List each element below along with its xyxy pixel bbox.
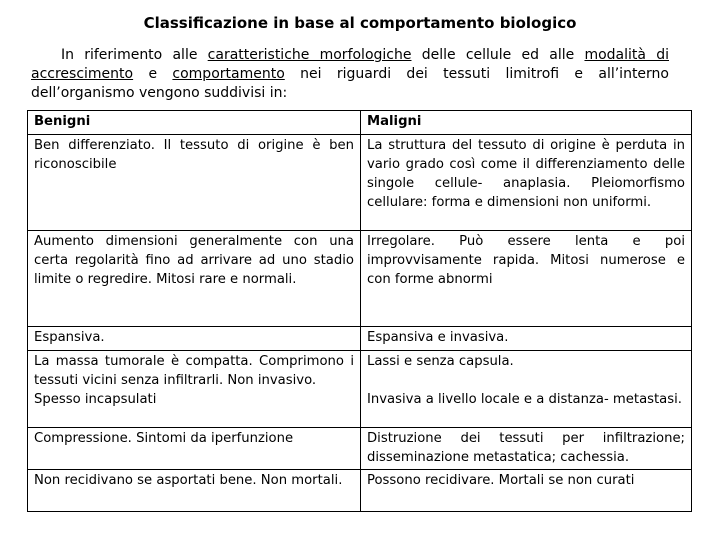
cell-benigni — [28, 351, 361, 428]
cell-maligni-text: Lassi e senza capsula. — [367, 354, 514, 369]
table-row — [28, 351, 692, 428]
table-row — [28, 231, 692, 327]
cell-benigni: Espansiva. — [28, 327, 361, 351]
document-title: Classificazione in base al comportamento biologico — [143, 14, 577, 32]
header-maligni: Maligni — [361, 111, 692, 135]
cell-benigni-text: La massa tumorale è compatta. Comprimono i tessuti vicini senza infiltrarli. Non invasivo. — [34, 354, 354, 388]
cell-benigni-text-2: Spesso incapsulati — [34, 392, 157, 407]
cell-maligni — [361, 351, 692, 428]
cell-maligni: Possono recidivare. Mortali se non curati — [361, 470, 692, 512]
cell-maligni: Espansiva e invasiva. — [361, 327, 692, 351]
intro-paragraph — [31, 46, 669, 103]
cell-maligni: Irregolare. Può essere lenta e poi improvvisamente rapida. Mitosi numerose e con forme abnormi — [361, 231, 692, 327]
header-benigni: Benigni — [28, 111, 361, 135]
cell-spacer — [367, 371, 685, 390]
intro-text-3: e — [133, 66, 173, 82]
cell-maligni: Distruzione dei tessuti per infiltrazione; disseminazione metastatica; cachessia. — [361, 428, 692, 470]
table-row — [28, 327, 692, 351]
intro-text-1: In riferimento alle — [61, 47, 208, 63]
intro-underlined-comportamento: comportamento — [172, 66, 285, 82]
intro-text-4: nei riguardi dei tessuti limitrofi e all’interno dell’organismo vengono suddivisi in: — [31, 66, 669, 101]
cell-maligni-text-2: Invasiva a livello locale e a distanza- metastasi. — [367, 392, 682, 407]
table-row — [28, 135, 692, 231]
intro-underlined-accrescimento: modalità di accrescimento — [31, 47, 669, 82]
table-header-row — [28, 111, 692, 135]
table-row — [28, 470, 692, 512]
cell-benigni: Ben differenziato. Il tessuto di origine è ben riconoscibile — [28, 135, 361, 231]
comparison-table — [27, 110, 692, 512]
intro-underlined-morfologiche: caratteristiche morfologiche — [207, 47, 412, 63]
cell-benigni: Non recidivano se asportati bene. Non mortali. — [28, 470, 361, 512]
table-row — [28, 428, 692, 470]
cell-benigni: Compressione. Sintomi da iperfunzione — [28, 428, 361, 470]
intro-text-2: delle cellule ed alle — [411, 47, 585, 63]
cell-benigni: Aumento dimensioni generalmente con una certa regolarità fino ad arrivare ad uno stadio limite o regredire. Mitosi rare e normali. — [28, 231, 361, 327]
cell-maligni: La struttura del tessuto di origine è perduta in vario grado così come il differenziamento delle singole cellule- anaplasia. Pleiomorfismo cellulare: forma e dimensioni non uniformi. — [361, 135, 692, 231]
